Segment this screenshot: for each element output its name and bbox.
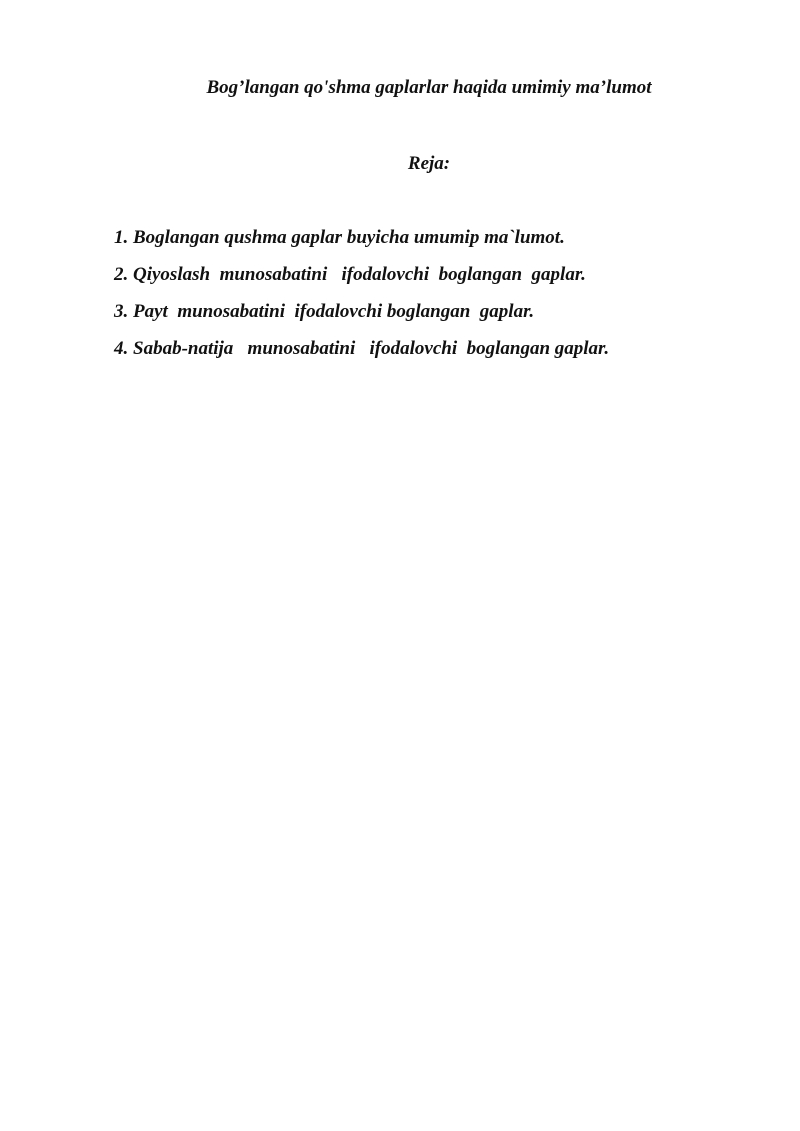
plan-item-2: 2. Qiyoslash munosabatini ifodalovchi boglangan gaplar. — [114, 264, 586, 285]
plan-item-3: 3. Payt munosabatini ifodalovchi boglangan gaplar. — [114, 301, 535, 322]
plan-list — [114, 226, 754, 374]
document-title: Bog’langan qo'shma gaplarlar haqida umimiy ma’lumot — [206, 77, 652, 98]
plan-item-1: 1. Boglangan qushma gaplar buyicha umumip ma`lumot. — [114, 227, 565, 248]
plan-heading: Reja: — [407, 153, 451, 174]
plan-item-4: 4. Sabab-natija munosabatini ifodalovchi boglangan gaplar. — [114, 338, 610, 359]
